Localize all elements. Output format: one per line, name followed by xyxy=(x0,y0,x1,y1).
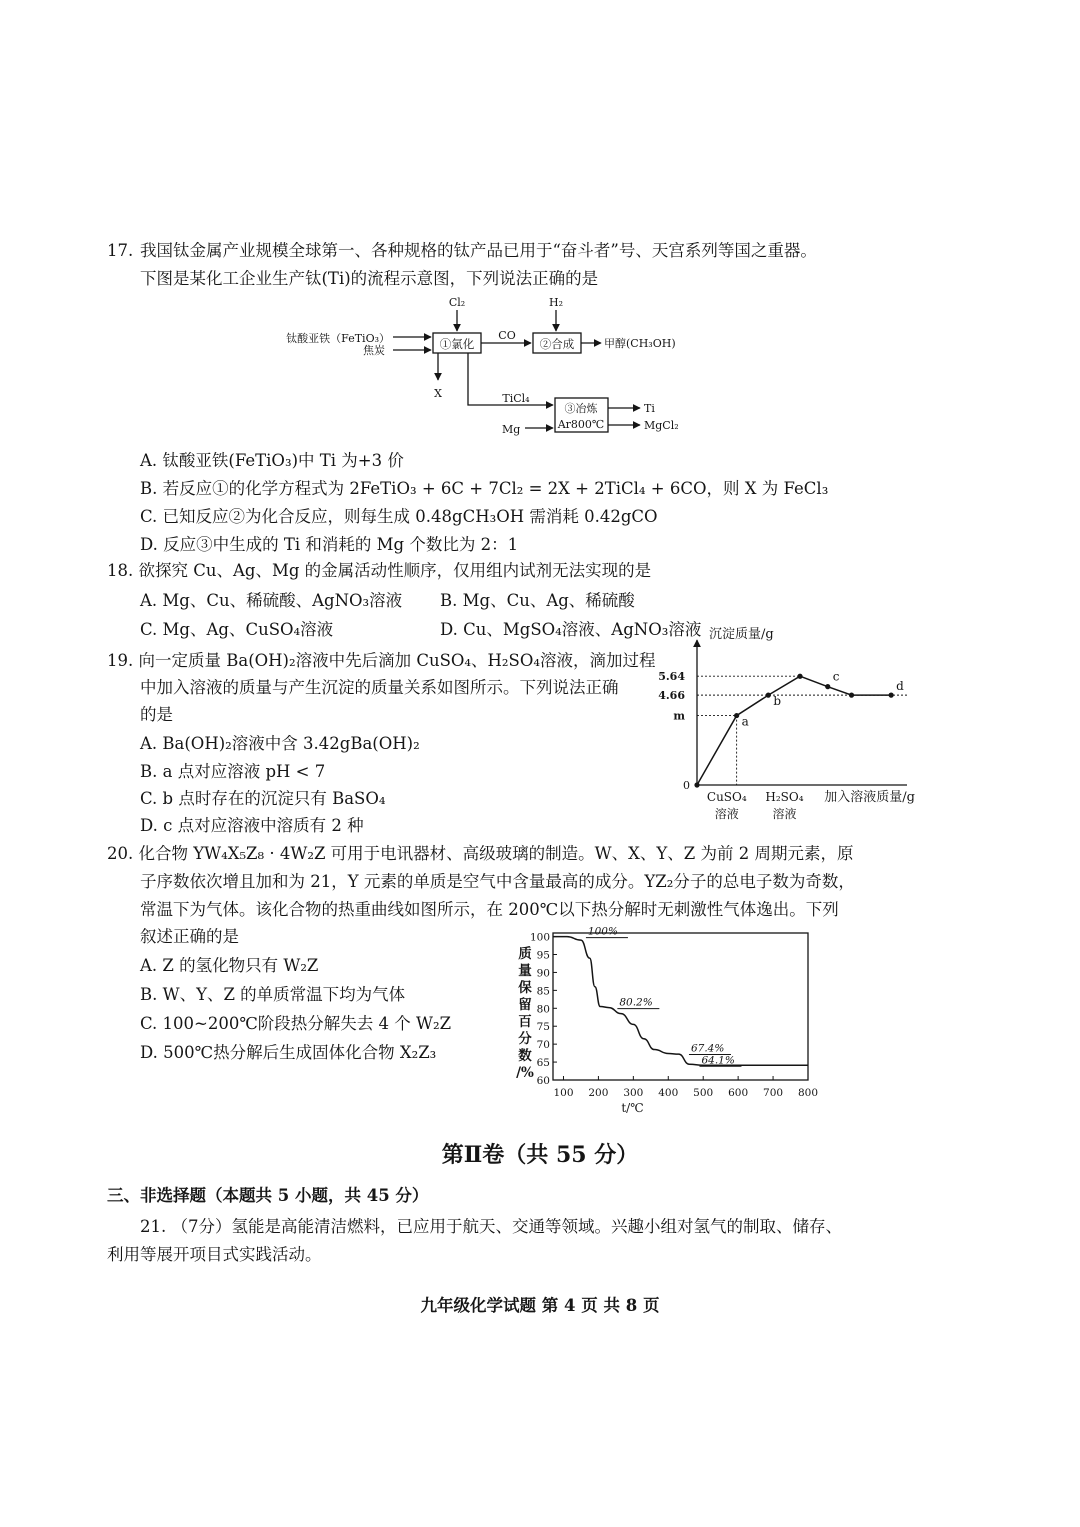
part-ii-title: 第Ⅱ卷（共 55 分） xyxy=(441,1142,639,1168)
q18-option-b: B. Mg、Cu、Ag、稀硫酸 xyxy=(440,591,635,610)
q20-option-d: D. 500℃热分解后生成固体化合物 X₂Z₃ xyxy=(140,1043,437,1062)
y-tick-label: 75 xyxy=(536,1021,550,1034)
y-axis-label-char: 质 xyxy=(518,946,532,962)
label-mgcl2: MgCl₂ xyxy=(644,419,679,432)
x-tick-label: 200 xyxy=(588,1087,609,1099)
label-h2: H₂ xyxy=(548,296,564,309)
q19-option-b: B. a 点对应溶液 pH < 7 xyxy=(140,762,326,781)
label-methanol: 甲醇(CH₃OH) xyxy=(604,337,676,350)
label-coke: 焦炭 xyxy=(363,344,385,357)
q18-option-a: A. Mg、Cu、稀硫酸、AgNO₃溶液 xyxy=(140,591,403,610)
q17-option-c: C. 已知反应②为化合反应，则每生成 0.48gCH₃OH 需消耗 0.42gCO xyxy=(140,507,658,526)
y-tick-label: 85 xyxy=(536,985,550,998)
region-label-bottom: 溶液 xyxy=(772,807,797,821)
q18-option-d: D. Cu、MgSO₄溶液、AgNO₃溶液 xyxy=(440,620,702,639)
origin-label: 0 xyxy=(683,779,690,792)
q21-stem-line1: 21. （7分）氢能是高能清洁燃料，已应用于航天、交通等领域。兴趣小组对氢气的制取、储存、 xyxy=(140,1217,842,1236)
y-tick-label: 100 xyxy=(529,931,550,944)
y-axis-label: 沉淀质量/g xyxy=(709,627,774,642)
region-label-top: CuSO₄ xyxy=(706,790,747,804)
annotation-label: 64.1% xyxy=(701,1054,735,1067)
label-ticl4: TiCl₄ xyxy=(502,392,530,405)
box1-label: ①氯化 xyxy=(439,337,475,351)
q19-stem-line2: 中加入溶液的质量与产生沉淀的质量关系如图所示。下列说法正确 xyxy=(140,678,619,697)
page-footer: 九年级化学试题 第 4 页 共 8 页 xyxy=(420,1296,660,1315)
q17-stem-line1: 我国钛金属产业规模全球第一、各种规格的钛产品已用于“奋斗者”号、天宫系列等国之重器。 xyxy=(140,241,817,260)
annotation-label: 67.4% xyxy=(690,1042,725,1055)
y-tick-label: 60 xyxy=(536,1075,550,1087)
section-three-heading: 三、非选择题（本题共 5 小题，共 45 分） xyxy=(107,1186,429,1205)
point-label-a: a xyxy=(741,714,749,729)
point-label-d: d xyxy=(896,679,904,694)
region-label-top: H₂SO₄ xyxy=(765,790,804,804)
q20-stem-line2: 子序数依次增且加和为 21，Y 元素的单质是空气中含量最高的成分。YZ₂分子的总电子数为奇数， xyxy=(140,872,855,891)
y-tick-label: 95 xyxy=(536,949,550,962)
box2-label: ②合成 xyxy=(539,337,575,351)
region-label-bottom: 溶液 xyxy=(714,807,739,821)
q19-option-c: C. b 点时存在的沉淀只有 BaSO₄ xyxy=(140,789,386,808)
point-label-b: b xyxy=(773,694,782,709)
q19-stem-line3: 的是 xyxy=(140,705,173,724)
label-cl2: Cl₂ xyxy=(448,296,466,309)
q20-stem-line4: 叙述正确的是 xyxy=(140,927,239,946)
q17-number: 17. xyxy=(107,241,134,260)
q19-option-a: A. Ba(OH)₂溶液中含 3.42gBa(OH)₂ xyxy=(140,734,420,753)
label-co: CO xyxy=(498,329,516,342)
x-tick-label: 400 xyxy=(658,1087,679,1099)
y-tick-label: 90 xyxy=(536,967,550,980)
q20-option-a: A. Z 的氢化物只有 W₂Z xyxy=(140,956,319,975)
x-axis-label: 加入溶液质量/g xyxy=(824,790,915,805)
y-tick-label: 70 xyxy=(536,1039,550,1052)
x-tick-label: 700 xyxy=(763,1087,784,1099)
y-tick-label: 5.64 xyxy=(658,670,685,684)
y-tick-label: m xyxy=(673,709,685,723)
annotation-label: 80.2% xyxy=(619,996,653,1009)
y-axis-label-char: 保 xyxy=(518,980,532,996)
annotation-label: 100% xyxy=(587,925,618,938)
label-ti: Ti xyxy=(644,402,655,415)
plot-frame xyxy=(553,933,808,1080)
y-axis-label-char: 量 xyxy=(518,963,532,979)
x-tick-label: 800 xyxy=(797,1087,819,1099)
q21-stem-line2: 利用等展开项目式实践活动。 xyxy=(107,1245,322,1264)
q18-option-c: C. Mg、Ag、CuSO₄溶液 xyxy=(140,620,334,639)
x-tick-label: 100 xyxy=(553,1087,574,1099)
q17-stem-line2: 下图是某化工企业生产钛(Ti)的流程示意图，下列说法正确的是 xyxy=(140,269,599,288)
y-axis-label-char: /% xyxy=(516,1065,534,1081)
label-fetio3: 钛酸亚铁（FeTiO₃） xyxy=(286,332,390,345)
q17-option-a: A. 钛酸亚铁(FeTiO₃)中 Ti 为+3 价 xyxy=(140,451,404,470)
x-axis-label: t/℃ xyxy=(621,1101,644,1115)
q19-stem-line1: 19. 向一定质量 Ba(OH)₂溶液中先后滴加 CuSO₄、H₂SO₄溶液，滴加过程 xyxy=(107,651,656,670)
y-tick-label: 4.66 xyxy=(658,689,685,703)
y-axis-label-char: 留 xyxy=(518,997,532,1013)
q19-option-d: D. c 点对应溶液中溶质有 2 种 xyxy=(140,816,364,835)
q20-stem-line1: 20. 化合物 YW₄X₅Z₈ · 4W₂Z 可用于电讯器材、高级玻璃的制造。W、X、Y、Z 为前 2 周期元素，原 xyxy=(107,844,854,863)
y-axis-label-char: 数 xyxy=(518,1048,532,1064)
q18-stem: 18. 欲探究 Cu、Ag、Mg 的金属活动性顺序，仅用组内试剂无法实现的是 xyxy=(107,561,652,580)
box3-label-bottom: Ar800℃ xyxy=(557,418,605,431)
x-tick-label: 600 xyxy=(728,1087,749,1099)
label-mg: Mg xyxy=(502,423,521,436)
q20-option-b: B. W、Y、Z 的单质常温下均为气体 xyxy=(140,985,406,1004)
point-label-c: c xyxy=(832,669,840,684)
y-tick-label: 65 xyxy=(536,1057,550,1070)
x-tick-label: 300 xyxy=(623,1087,644,1099)
q20-option-c: C. 100~200℃阶段热分解失去 4 个 W₂Z xyxy=(140,1014,452,1033)
mass-retention-curve xyxy=(553,937,808,1066)
y-axis-label-char: 分 xyxy=(518,1031,532,1047)
q20-stem-line3: 常温下为气体。该化合物的热重曲线如图所示，在 200℃以下热分解时无刺激性气体逸出。下列 xyxy=(140,900,839,919)
y-axis-label-char: 百 xyxy=(518,1014,532,1030)
q17-option-b: B. 若反应①的化学方程式为 2FeTiO₃ + 6C + 7Cl₂ = 2X + 2TiCl₄ + 6CO，则 X 为 FeCl₃ xyxy=(140,479,829,498)
box3-label-top: ③冶炼 xyxy=(564,402,598,415)
y-tick-label: 80 xyxy=(536,1003,550,1016)
x-tick-label: 500 xyxy=(693,1087,714,1099)
label-x: X xyxy=(434,387,442,400)
q17-option-d: D. 反应③中生成的 Ti 和消耗的 Mg 个数比为 2：1 xyxy=(140,535,519,554)
